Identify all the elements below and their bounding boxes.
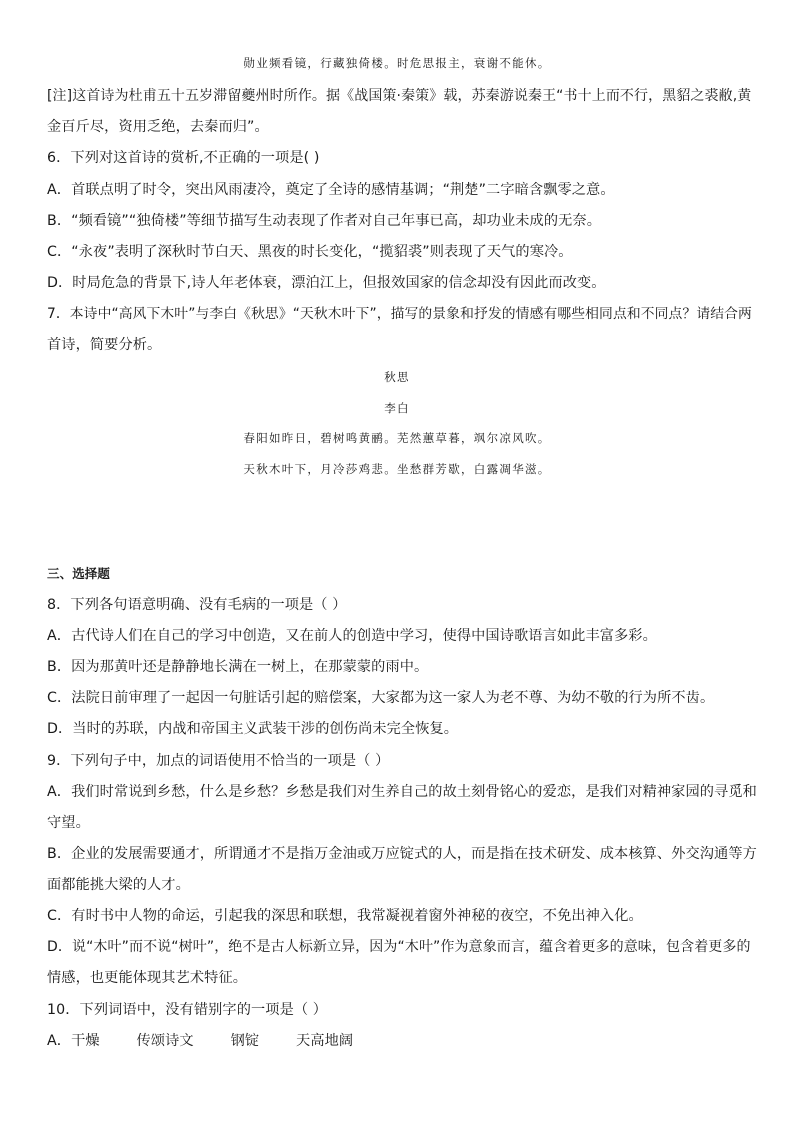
question-9-stem: 9．下列句子中，加点的词语使用不恰当的一项是（ ） bbox=[47, 753, 390, 769]
question-10-option-a: A．干燥 传颂诗文 钢锭 天高地阔 bbox=[47, 1033, 354, 1049]
question-6-option-b: B．“频看镜”“独倚楼”等细节描写生动表现了作者对自己年事已高，却功业未成的无奈。 bbox=[47, 213, 601, 229]
question-6-option-c: C．“永夜”表明了深秋时节白天、黑夜的时长变化，“揽貂裘”则表现了天气的寒冷。 bbox=[47, 244, 573, 260]
question-8-option-b: B．因为那黄叶还是静静地长满在一树上，在那蒙蒙的雨中。 bbox=[47, 659, 429, 675]
poem-line-1: 春阳如昨日，碧树鸣黄鹂。芜然蕙草暮，飒尔凉风吹。 bbox=[243, 431, 551, 445]
question-9-option-a-line-2: 守望。 bbox=[47, 815, 90, 831]
question-6-option-d: D．时局危急的背景下,诗人年老体衰，漂泊江上，但报效国家的信念却没有因此而改变。 bbox=[47, 275, 606, 291]
poem-title: 秋思 bbox=[384, 370, 410, 384]
note-line-1: [注]这首诗为杜甫五十五岁滞留夔州时所作。据《战国策·秦策》载，苏秦游说秦王“书十上而不行，黑貂之裘敝,黄 bbox=[47, 88, 752, 104]
question-9-option-b-line-1: B．企业的发展需要通才，所谓通才不是指万金油或万应锭式的人，而是指在技术研发、成本核算、外交沟通等方 bbox=[47, 846, 757, 862]
question-9-option-a-line-1: A．我们时常说到乡愁，什么是乡愁？乡愁是我们对生养自己的故土刻骨铭心的爱恋，是我们对精神家园的寻觅和 bbox=[47, 784, 757, 800]
question-7-line-1: 7．本诗中“高风下木叶”与李白《秋思》“天秋木叶下”，描写的景象和抒发的情感有哪些相同点和不同点？请结合两 bbox=[47, 306, 752, 322]
question-8-stem: 8．下列各句语意明确、没有毛病的一项是（ ） bbox=[47, 597, 347, 613]
section-heading: 三、选择题 bbox=[47, 566, 111, 581]
question-9-option-b-line-2: 面都能挑大梁的人才。 bbox=[47, 877, 190, 893]
question-6-option-a: A．首联点明了时令，突出风雨凄冷，奠定了全诗的感情基调；“荆楚”二字暗含飘零之意。 bbox=[47, 182, 615, 198]
poem-author: 李白 bbox=[384, 401, 410, 415]
question-9-option-d-line-2: 情感，也更能体现其艺术特征。 bbox=[47, 970, 248, 986]
poem-line-2: 天秋木叶下，月冷莎鸡悲。坐愁群芳歇，白露凋华滋。 bbox=[243, 462, 551, 476]
question-6-stem: 6．下列对这首诗的赏析,不正确的一项是( ) bbox=[47, 150, 320, 166]
question-7-line-2: 首诗，简要分析。 bbox=[47, 337, 162, 353]
question-10-stem: 10．下列词语中，没有错别字的一项是（ ） bbox=[47, 1002, 328, 1018]
question-8-option-d: D．当时的苏联，内战和帝国主义武装干涉的创伤尚未完全恢复。 bbox=[47, 721, 459, 737]
question-9-option-d-line-1: D．说“木叶”而不说“树叶”，绝不是古人标新立异，因为“木叶”作为意象而言，蕴含着更多的意味，包含着更多的 bbox=[47, 939, 751, 955]
question-8-option-a: A．古代诗人们在自己的学习中创造，又在前人的创造中学习，使得中国诗歌语言如此丰富多彩。 bbox=[47, 628, 657, 644]
note-line-2: 金百斤尽，资用乏绝，去秦而归”。 bbox=[47, 119, 269, 135]
poem-tail-line: 勋业频看镜，行藏独倚楼。时危思报主，衰谢不能休。 bbox=[243, 56, 551, 70]
question-8-option-c: C．法院日前审理了一起因一句脏话引起的赔偿案，大家都为这一家人为老不尊、为幼不敬的行为所不齿。 bbox=[47, 690, 715, 706]
question-9-option-c: C．有时书中人物的命运，引起我的深思和联想，我常凝视着窗外神秘的夜空，不免出神入化。 bbox=[47, 908, 643, 924]
